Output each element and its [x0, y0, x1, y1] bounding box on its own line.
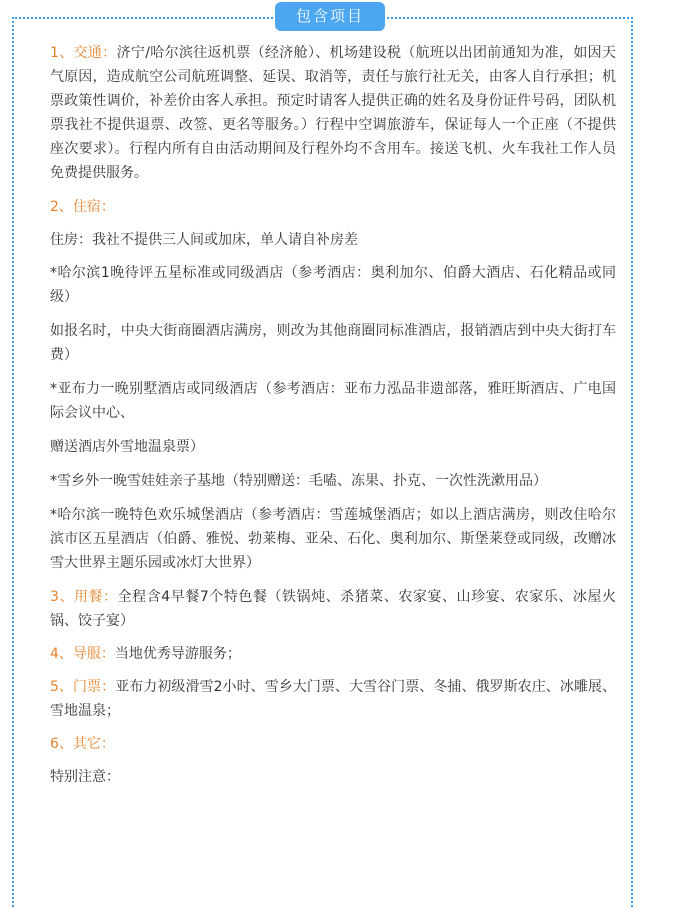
- section-tag: 包含项目: [275, 2, 385, 31]
- traffic-item: [50, 41, 616, 185]
- lodging-line: *哈尔滨1晚待评五星标准或同级酒店（参考酒店：奥利加尔、伯爵大酒店、石化精品或同级）: [50, 265, 616, 305]
- other-heading: 6、其它：: [50, 736, 115, 752]
- lodging-line: *哈尔滨一晚特色欢乐城堡酒店（参考酒店：雪莲城堡酒店；如以上酒店满房，则改住哈尔滨市区五星酒店（伯爵、雅悦、勃莱梅、亚朵、石化、奥利加尔、斯堡莱登或同级，改赠冰雪大世界主题乐园或冰灯大世界）: [50, 507, 616, 571]
- lodging-line: 住房：我社不提供三人间或加床，单人请自补房差: [50, 232, 358, 248]
- other-note: 特别注意：: [50, 769, 120, 785]
- lodging-line: 如报名时，中央大街商圈酒店满房，则改为其他商圈同标准酒店，报销酒店到中央大街打车费）: [50, 323, 616, 363]
- traffic-text: 济宁/哈尔滨往返机票（经济舱）、机场建设税（航班以出团前通知为准，如因天气原因，造成航空公司航班调整、延误、取消等，责任与旅行社无关，由客人自行承担；机票政策性调价，补差价由客人承担。预定时请客人提供正确的姓名及身份证件号码，团队机票我社不提供退票、改签、更名等服务。）行程中空调旅游车，保证每人一个正座（不提供座次要求）。行程内所有自由活动期间及行程外均不含用车。接送飞机、火车我社工作人员免费提供服务。: [50, 45, 616, 181]
- meals-heading: 3、用餐：: [50, 589, 118, 605]
- meals-text: 全程含4早餐7个特色餐（铁锅炖、杀猪菜、农家宴、山珍宴、农家乐、冰屋火锅、饺子宴）: [50, 589, 616, 629]
- lodging-line: *亚布力一晚别墅酒店或同级酒店（参考酒店：亚布力泓品非遗部落，雅旺斯酒店、广电国际会议中心、: [50, 381, 616, 421]
- tickets-text: 亚布力初级滑雪2小时、雪乡大门票、大雪谷门票、冬捕、俄罗斯农庄、冰雕展、雪地温泉；: [50, 679, 616, 719]
- tickets-item: [50, 675, 616, 723]
- tickets-heading: 5、门票：: [50, 679, 116, 695]
- guide-text: 当地优秀导游服务；: [114, 646, 241, 662]
- traffic-heading: 1、交通：: [50, 45, 117, 61]
- guide-item: [50, 642, 616, 666]
- lodging-line: *雪乡外一晚雪娃娃亲子基地（特别赠送：毛嗑、冻果、扑克、一次性洗漱用品）: [50, 473, 547, 489]
- lodging-heading: 2、住宿：: [50, 199, 115, 215]
- meals-item: [50, 585, 616, 633]
- content-body: [50, 41, 616, 789]
- lodging-line: 赠送酒店外雪地温泉票）: [50, 439, 204, 455]
- guide-heading: 4、导服：: [50, 646, 115, 662]
